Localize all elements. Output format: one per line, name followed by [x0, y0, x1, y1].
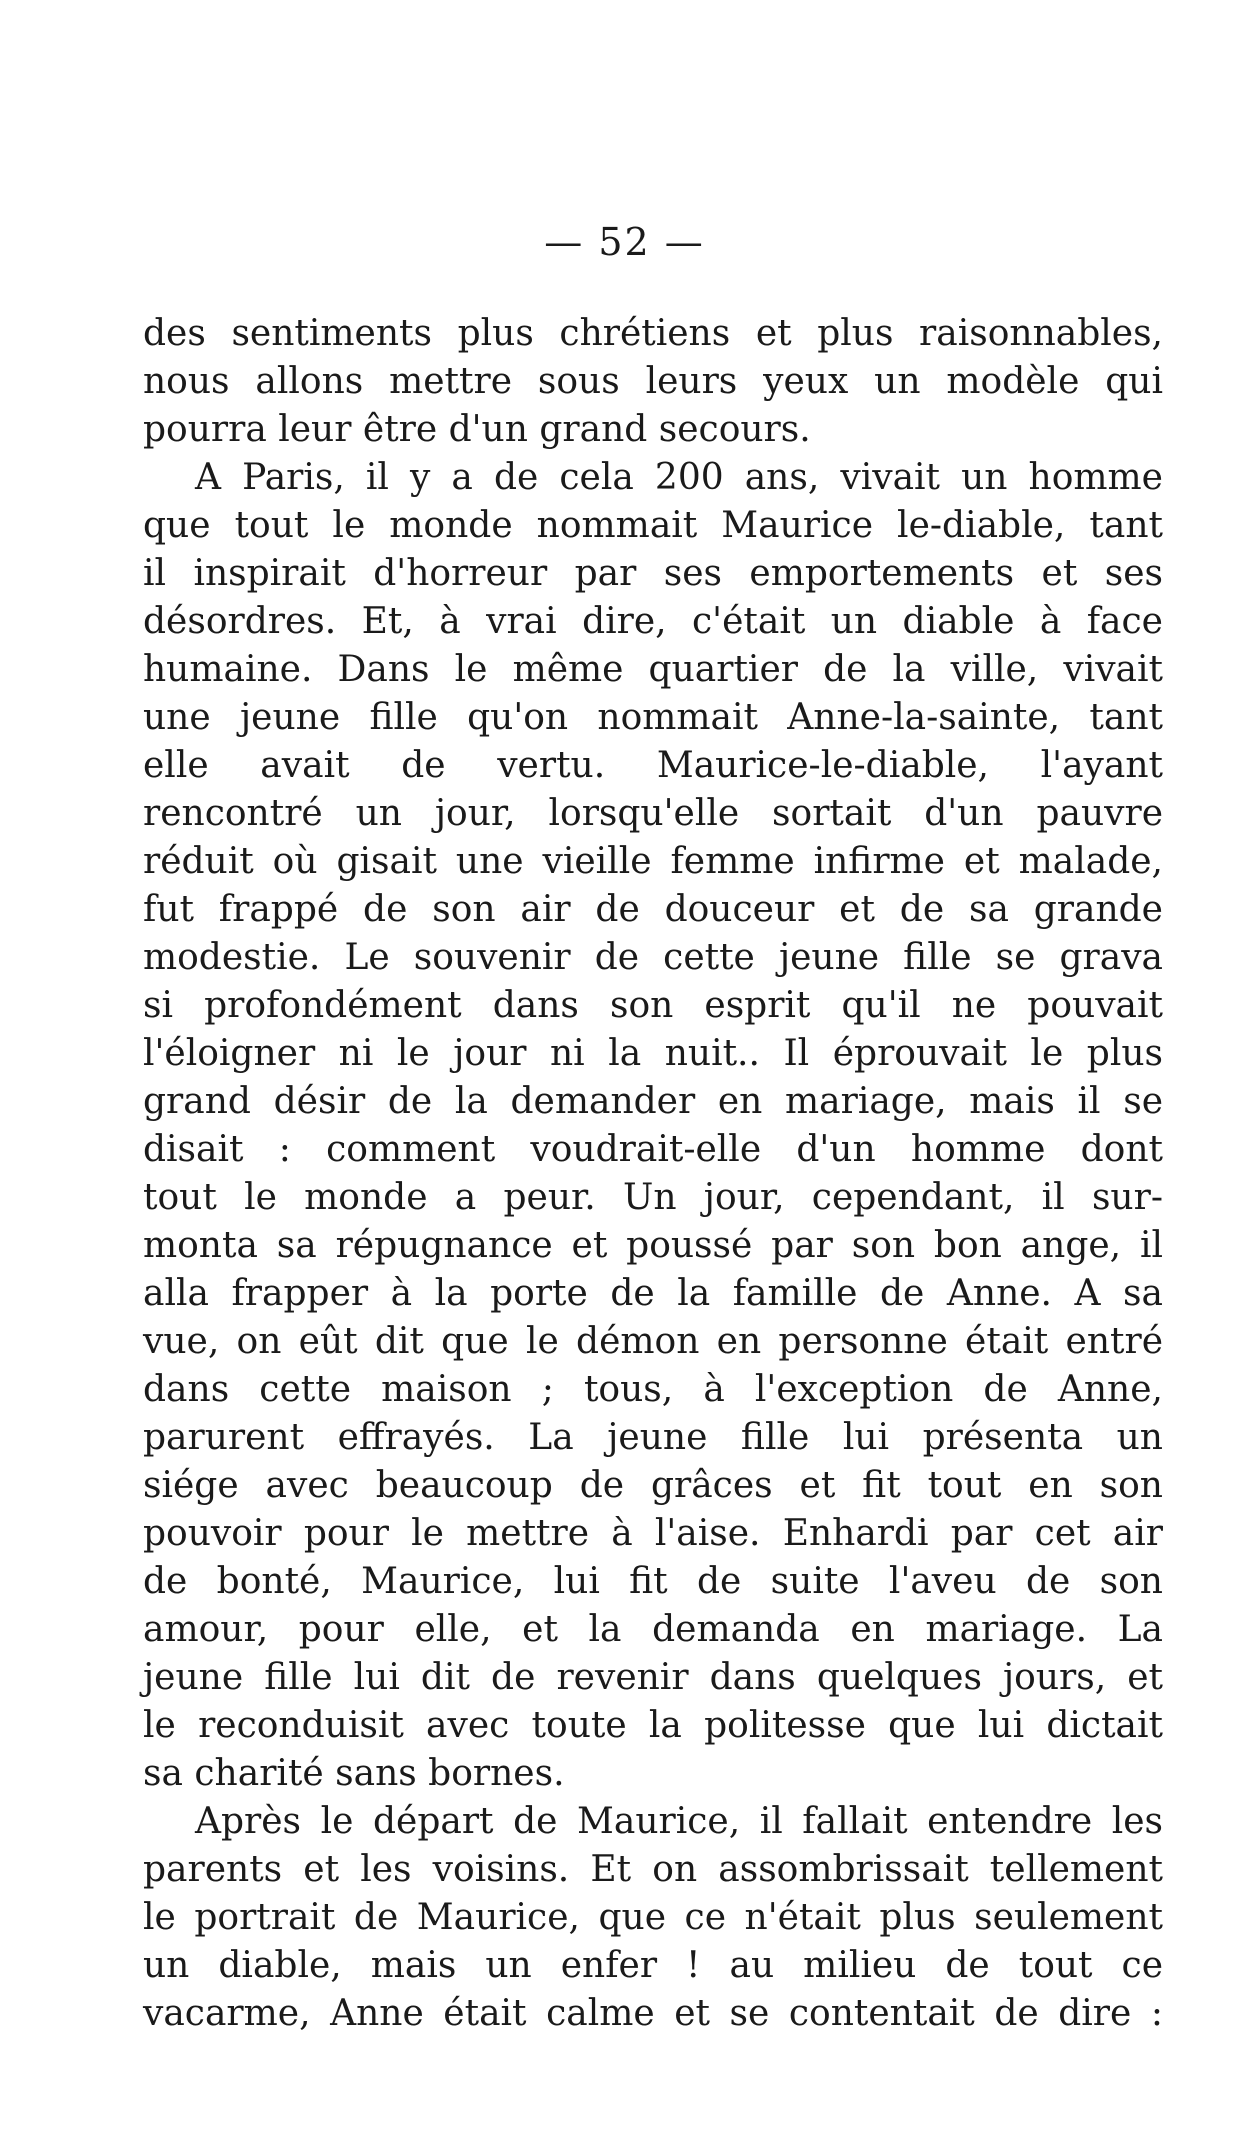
paragraph [143, 454, 1163, 1798]
text-line: disait : comment voudrait-elle d'un homme dont [143, 1129, 1163, 1170]
text-line: elle avait de vertu. Maurice-le-diable, l'ayant [143, 745, 1163, 786]
text-line: siége avec beaucoup de grâces et fit tout en son [143, 1465, 1163, 1506]
text-line: un diable, mais un enfer ! au milieu de tout ce [143, 1945, 1163, 1986]
text-line: A Paris, il y a de cela 200 ans, vivait un homme [195, 457, 1163, 498]
text-line: vacarme, Anne était calme et se contentait de dire : [143, 1993, 1163, 2034]
text-line: désordres. Et, à vrai dire, c'était un diable à face [143, 601, 1163, 642]
text-line: monta sa répugnance et poussé par son bon ange, il [143, 1225, 1163, 1266]
text-line: si profondément dans son esprit qu'il ne pouvait [143, 985, 1163, 1026]
text-line: jeune fille lui dit de revenir dans quelques jours, et [143, 1657, 1163, 1698]
text-line: amour, pour elle, et la demanda en mariage. La [143, 1609, 1163, 1650]
text-line: le reconduisit avec toute la politesse que lui dictait [143, 1705, 1163, 1746]
paragraph [143, 1798, 1163, 2038]
text-line: fut frappé de son air de douceur et de sa grande [143, 889, 1163, 930]
text-line: parents et les voisins. Et on assombrissait tellement [143, 1849, 1163, 1890]
text-line: Après le départ de Maurice, il fallait entendre les [195, 1801, 1163, 1842]
text-line: réduit où gisait une vieille femme infirme et malade, [143, 841, 1163, 882]
text-line: modestie. Le souvenir de cette jeune fille se grava [143, 937, 1163, 978]
text-line: des sentiments plus chrétiens et plus raisonnables, [143, 313, 1163, 354]
text-line: vue, on eût dit que le démon en personne était entré [143, 1321, 1163, 1362]
page-number: — 52 — [544, 220, 705, 264]
text-line: de bonté, Maurice, lui fit de suite l'aveu de son [143, 1561, 1163, 1602]
text-line: pourra leur être d'un grand secours. [143, 409, 811, 450]
text-line: l'éloigner ni le jour ni la nuit.. Il éprouvait le plus [143, 1033, 1163, 1074]
text-line: pouvoir pour le mettre à l'aise. Enhardi par cet air [143, 1513, 1163, 1554]
text-line: il inspirait d'horreur par ses emportements et ses [143, 553, 1163, 594]
text-line: une jeune fille qu'on nommait Anne-la-sainte, tant [143, 697, 1163, 738]
text-line: alla frapper à la porte de la famille de Anne. A sa [143, 1273, 1163, 1314]
text-line: dans cette maison ; tous, à l'exception de Anne, [143, 1369, 1163, 1410]
text-line: parurent effrayés. La jeune fille lui présenta un [143, 1417, 1163, 1458]
text-line: tout le monde a peur. Un jour, cependant, il sur- [143, 1177, 1163, 1218]
text-line: humaine. Dans le même quartier de la ville, vivait [143, 649, 1163, 690]
text-line: nous allons mettre sous leurs yeux un modèle qui [143, 361, 1163, 402]
body-text [143, 310, 1163, 2038]
text-line: le portrait de Maurice, que ce n'était plus seulement [143, 1897, 1163, 1938]
text-line: rencontré un jour, lorsqu'elle sortait d'un pauvre [143, 793, 1163, 834]
text-line: sa charité sans bornes. [143, 1753, 565, 1794]
text-line: grand désir de la demander en mariage, mais il se [143, 1081, 1163, 1122]
text-line: que tout le monde nommait Maurice le-diable, tant [143, 505, 1163, 546]
paragraph [143, 310, 1163, 454]
